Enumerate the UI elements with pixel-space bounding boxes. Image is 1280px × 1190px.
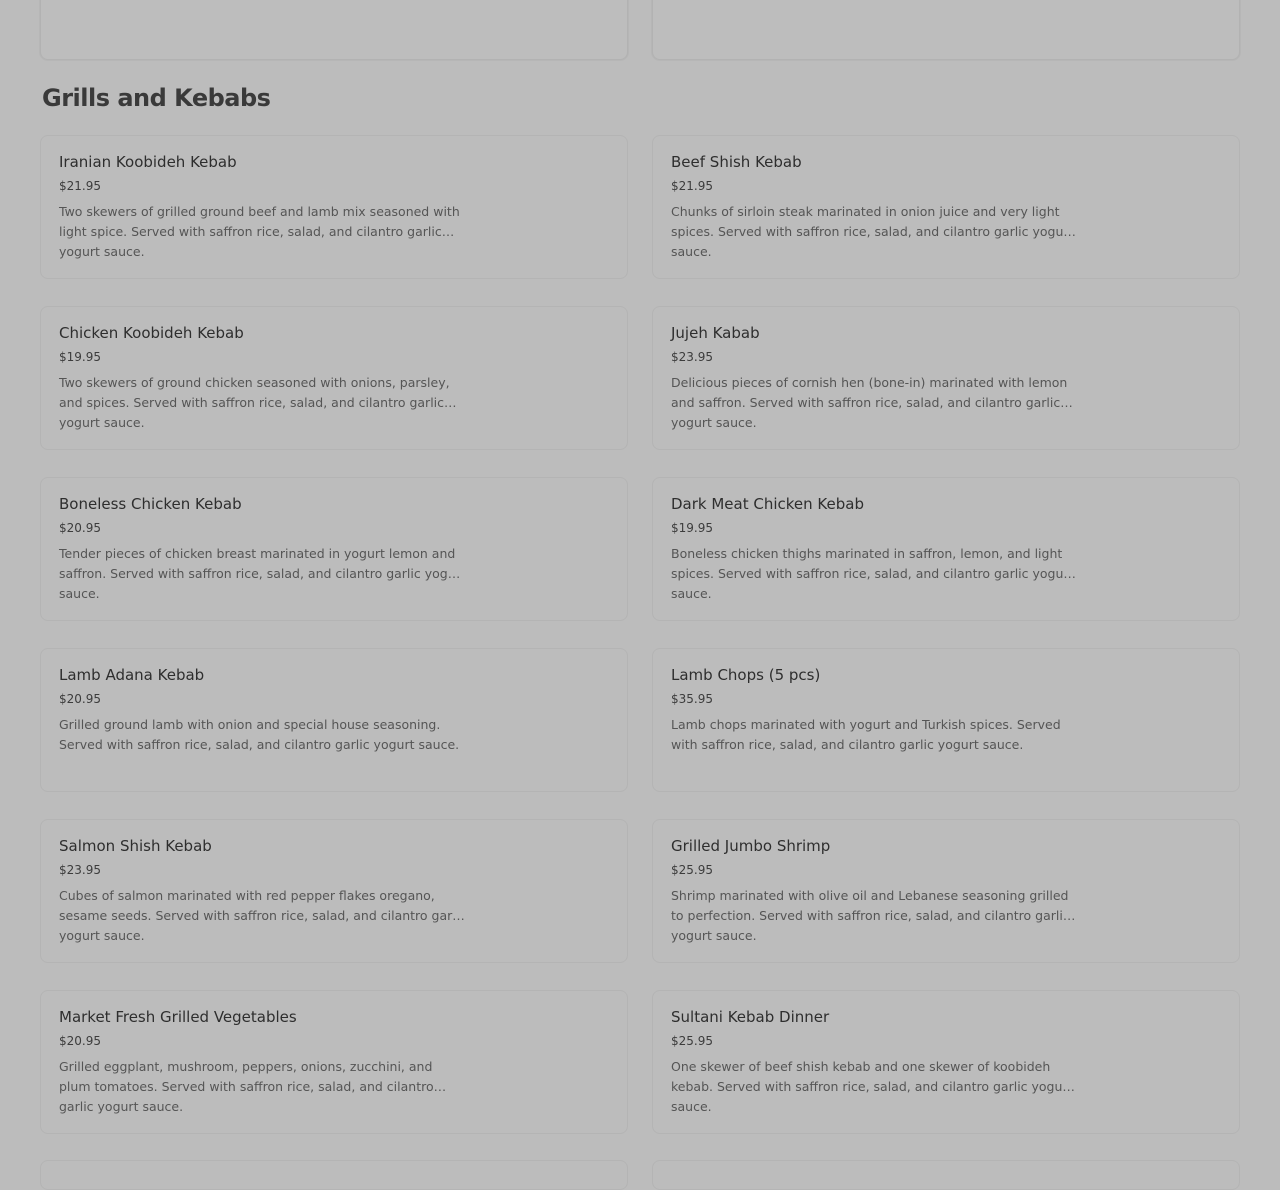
section-title: Grills and Kebabs [42,84,271,112]
menu-item-description: Shrimp marinated with olive oil and Lebanese seasoning grilled to perfection. Served with saffron rice, salad, and cilantro garlic yogurt sauce. [671,888,1070,943]
menu-item-card[interactable] [652,477,1240,621]
menu-item-card[interactable] [40,819,628,963]
menu-item-card[interactable] [40,990,628,1134]
menu-item-price: $25.95 [671,1034,713,1048]
menu-item-price: $20.95 [59,692,101,706]
menu-item-card[interactable] [652,990,1240,1134]
menu-item-price: $35.95 [671,692,713,706]
menu-item-name: Boneless Chicken Kebab [59,495,242,513]
menu-item-description: Tender pieces of chicken breast marinated in yogurt lemon and saffron. Served with saffron rice, salad, and cilantro garlic yogurt sauce. [59,546,466,601]
menu-item-price: $21.95 [59,179,101,193]
menu-item-description: Chunks of sirloin steak marinated in onion juice and very light spices. Served with saffron rice, salad, and cilantro garlic yogurt sauce. [671,204,1074,259]
menu-item-name: Grilled Jumbo Shrimp [671,837,831,855]
menu-item-card[interactable] [652,648,1240,792]
menu-item-name: Market Fresh Grilled Vegetables [59,1008,297,1026]
menu-item-description: Grilled eggplant, mushroom, peppers, onions, zucchini, and plum tomatoes. Served with saffron rice, salad, and cilantro garlic yogurt sauce. [59,1059,434,1114]
menu-item-card[interactable] [652,306,1240,450]
menu-item-price: $19.95 [59,350,101,364]
menu-item-name: Sultani Kebab Dinner [671,1008,830,1026]
menu-item-name: Lamb Chops (5 pcs) [671,666,821,684]
menu-item-card[interactable] [652,135,1240,279]
menu-item-card[interactable] [40,306,628,450]
menu-item-card[interactable] [40,648,628,792]
menu-item-name: Jujeh Kabab [671,324,760,342]
menu-item-name: Chicken Koobideh Kebab [59,324,244,342]
next-menu-item-card[interactable] [652,1160,1240,1190]
menu-item-description: Boneless chicken thighs marinated in saffron, lemon, and light spices. Served with saffron rice, salad, and cilantro garlic yogurt sauce. [671,546,1074,601]
menu-item-price: $21.95 [671,179,713,193]
menu-item-price: $25.95 [671,863,713,877]
menu-item-description: Two skewers of grilled ground beef and lamb mix seasoned with light spice. Served with saffron rice, salad, and cilantro garlic yogurt sauce. [59,204,460,259]
menu-item-description: Grilled ground lamb with onion and special house seasoning. Served with saffron rice, salad, and cilantro garlic yogurt sauce. [59,717,460,752]
next-menu-item-card[interactable] [40,1160,628,1190]
menu-item-price: $19.95 [671,521,713,535]
menu-item-name: Iranian Koobideh Kebab [59,153,237,171]
menu-item-price: $20.95 [59,521,101,535]
menu-item-card[interactable] [40,135,628,279]
menu-item-price: $23.95 [59,863,101,877]
menu-item-name: Dark Meat Chicken Kebab [671,495,864,513]
menu-item-price: $23.95 [671,350,713,364]
menu-item-description: Cubes of salmon marinated with red pepper flakes oregano, sesame seeds. Served with saffron rice, salad, and cilantro garlic yogurt sauce. [59,888,467,943]
menu-item-description: Lamb chops marinated with yogurt and Turkish spices. Served with saffron rice, salad, and cilantro garlic yogurt sauce. [671,717,1061,752]
menu-item-name: Lamb Adana Kebab [59,666,205,684]
menu-item-card[interactable] [652,819,1240,963]
menu-item-price: $20.95 [59,1034,101,1048]
menu-item-description: One skewer of beef shish kebab and one skewer of koobideh kebab. Served with saffron rice, salad, and cilantro garlic yogurt sauce. [671,1059,1073,1114]
menu-item-name: Beef Shish Kebab [671,153,802,171]
menu-item-description: Delicious pieces of cornish hen (bone-in) marinated with lemon and saffron. Served with saffron rice, salad, and cilantro garlic yogurt sauce. [671,375,1068,430]
menu-item-description: Two skewers of ground chicken seasoned with onions, parsley, and spices. Served with saffron rice, salad, and cilantro garlic yogurt sauce. [59,375,450,430]
menu-item-name: Salmon Shish Kebab [59,837,212,855]
menu-item-card[interactable] [40,477,628,621]
